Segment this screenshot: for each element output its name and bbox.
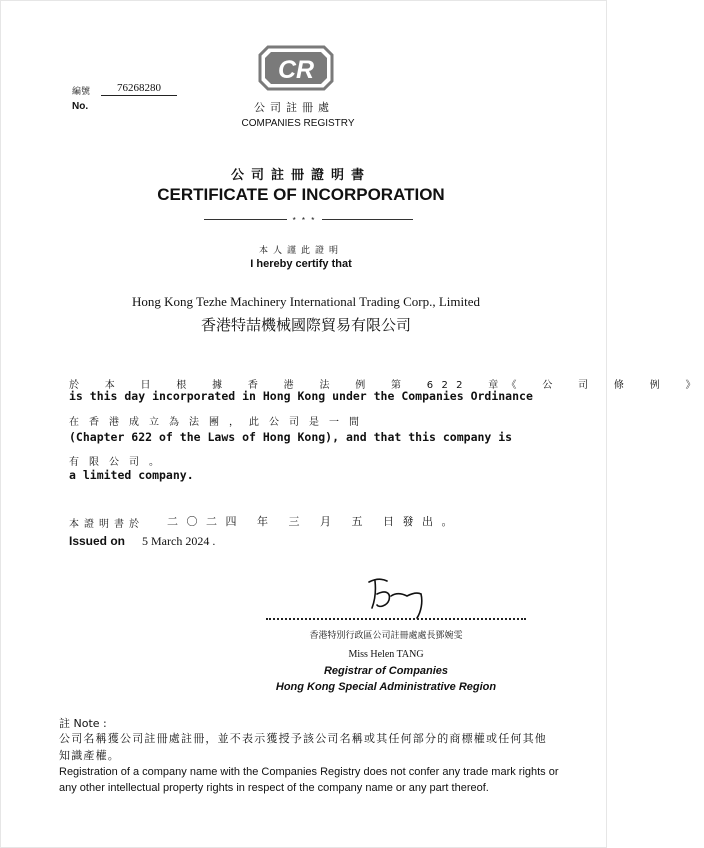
company-name-en: Hong Kong Tezhe Machinery International Trading Corp., Limited — [132, 294, 480, 309]
divider-right — [322, 219, 413, 220]
issued-label-en: Issued on — [69, 534, 126, 548]
logo-text: CR — [277, 56, 315, 84]
note-text-en: Registration of a company name with the Companies Registry does not confer any trade mark rights or any other intellectual property rights in respect of the company name or any part thereof. — [59, 766, 559, 794]
certify-text-en: I hereby certify that — [250, 258, 352, 270]
certificate-title-zh: 公司註冊證明書 — [230, 168, 371, 183]
note-label: 註 Note : — [59, 717, 107, 730]
divider-left — [204, 219, 287, 220]
body-line2-zh: 在香港成立為法團，此公司是一間 — [69, 417, 369, 428]
registrar-signature — [363, 572, 433, 620]
body-line3-en: a limited company. — [69, 468, 194, 482]
company-name-zh: 香港特喆機械國際貿易有限公司 — [200, 316, 411, 334]
issued-date-zh: 二〇二四 年 三 月 五 日發出。 — [167, 515, 461, 528]
certificate-title-en: CERTIFICATE OF INCORPORATION — [157, 185, 445, 204]
registrar-name-en: Miss Helen TANG — [348, 649, 424, 660]
issued-prefix-zh: 本證明書於 — [69, 519, 144, 530]
divider-stars: * * * — [292, 216, 317, 225]
body-line1-zh: 於 本 日 根 據 香 港 法 例 第 622 章《 公 司 條 例 》 — [69, 380, 704, 391]
issued-date-en: 5 March 2024 . — [142, 534, 216, 548]
registrar-region: Hong Kong Special Administrative Region — [275, 681, 497, 693]
body-line2-en: (Chapter 622 of the Laws of Hong Kong), and that this company is — [69, 430, 513, 444]
registrar-title: Registrar of Companies — [323, 665, 449, 677]
companies-registry-logo — [258, 45, 334, 91]
registry-name-en: COMPANIES REGISTRY — [241, 118, 355, 129]
signature-line — [266, 618, 526, 620]
registrar-name-zh: 香港特別行政區公司註冊處處長鄧婉雯 — [309, 631, 463, 641]
number-label-zh: 編號 — [72, 86, 91, 96]
certificate-number: 76268280 — [101, 82, 177, 96]
number-label-en: No. — [72, 101, 89, 112]
certify-text-zh: 本人謹此證明 — [258, 246, 343, 256]
registry-name-zh: 公司註冊處 — [254, 101, 334, 114]
body-line1-en: is this day incorporated in Hong Kong under the Companies Ordinance — [69, 389, 533, 403]
body-line3-zh: 有限公司。 — [69, 457, 169, 468]
note-text-zh: 公司名稱獲公司註冊處註冊，並不表示獲授予該公司名稱或其任何部分的商標權或任何其他知識產權。 — [59, 732, 547, 762]
